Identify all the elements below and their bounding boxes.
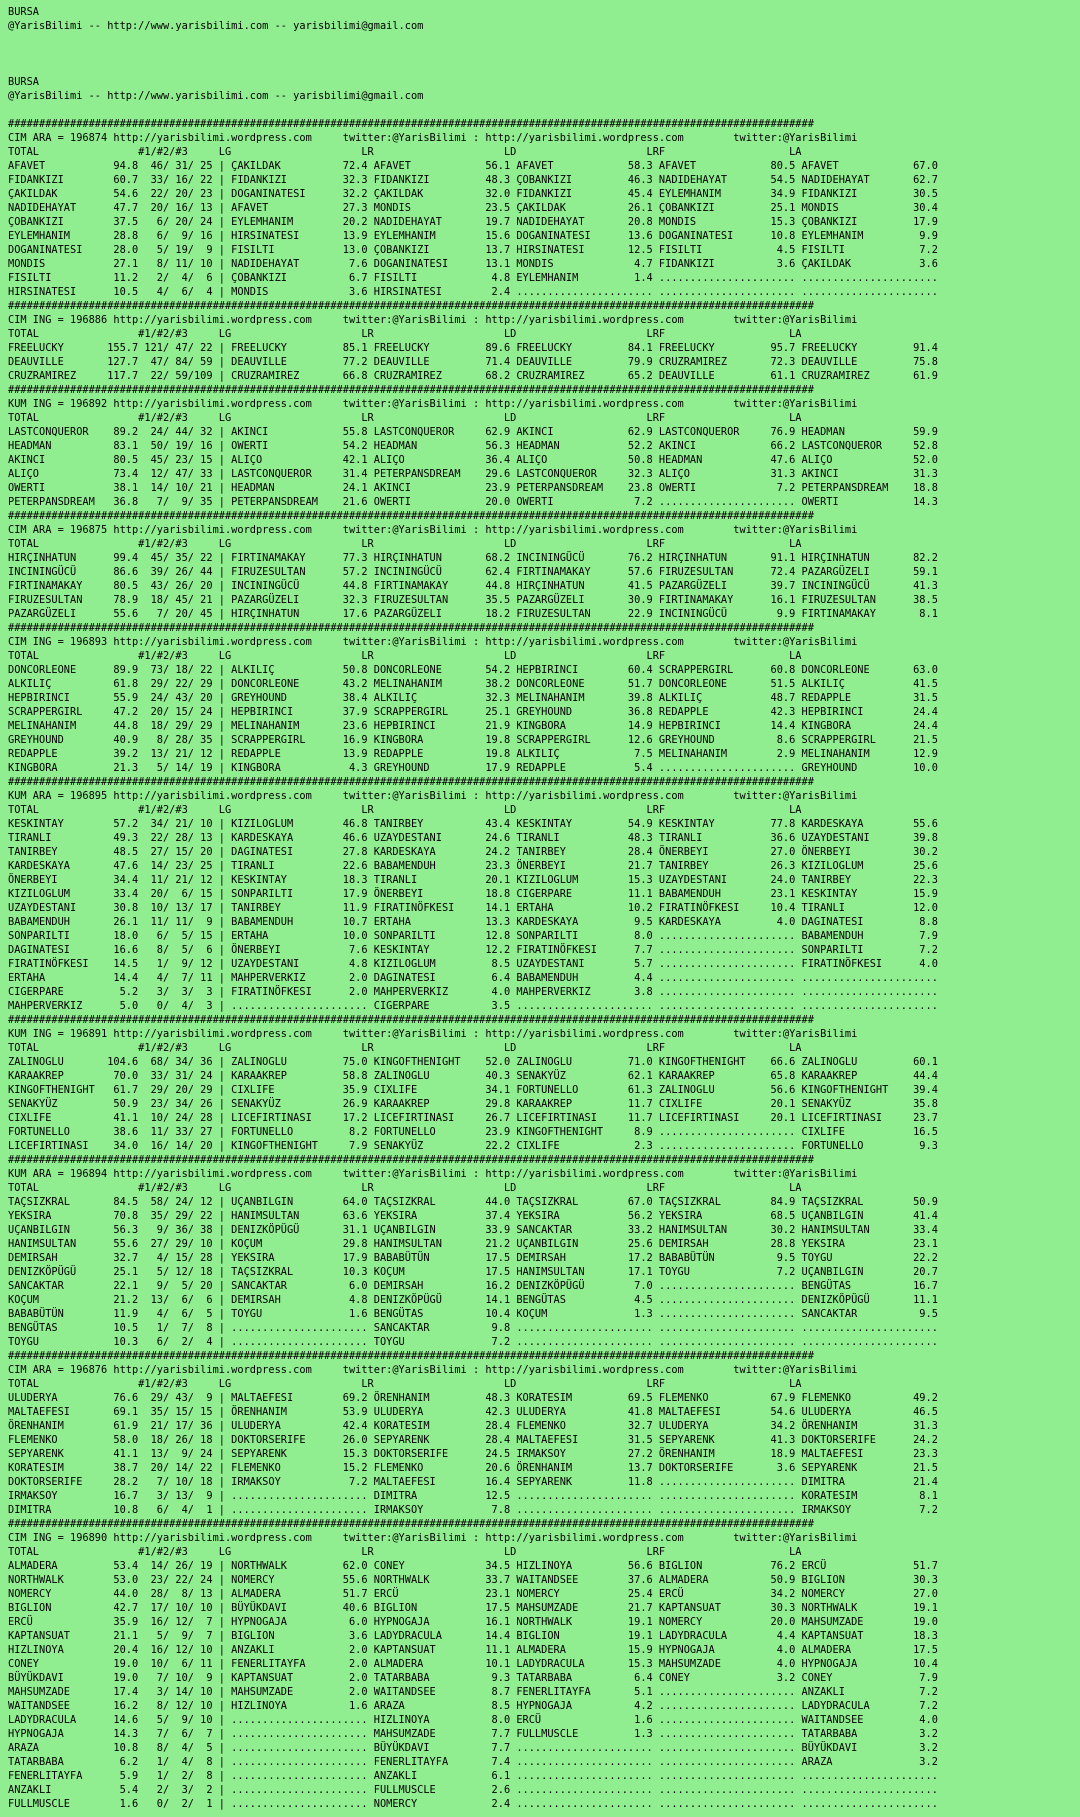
horse-row: DOGANINATESI 28.0 5/ 19/ 9 | FISILTI 13.0 ÇOBANKIZI 13.7 HIRSINATESI 12.5 FISILTI 4.5 FISILTI 7.2 [8,244,938,256]
horse-row: DEAUVILLE 127.7 47/ 84/ 59 | DEAUVILLE 77.2 DEAUVILLE 71.4 DEAUVILLE 79.9 CRUZRAMIREZ 72.3 DEAUVILLE 75.8 [8,356,938,368]
column-header-line: TOTAL #1/#2/#3 LG LR LD LRF LA [8,1378,802,1390]
horse-row: AKINCI 80.5 45/ 23/ 15 | ALIÇO 42.1 ALIÇO 36.4 ALIÇO 50.8 HEADMAN 47.6 ALIÇO 52.0 [8,454,938,466]
horse-row: FORTUNELLO 38.6 11/ 33/ 27 | FORTUNELLO 8.2 FORTUNELLO 23.9 KINGOFTHENIGHT 8.9 ...................... CIXLIFE 16.5 [8,1126,938,1138]
horse-row: NOMERCY 44.0 28/ 8/ 13 | ALMADERA 51.7 ERCÜ 23.1 NOMERCY 25.4 ERCÜ 34.2 NOMERCY 27.0 [8,1588,938,1600]
horse-row: CONEY 19.0 10/ 6/ 11 | FENERLITAYFA 2.0 ALMADERA 10.1 LADYDRACULA 15.3 MAHSUMZADE 4.0 HYPNOGAJA 10.4 [8,1658,938,1670]
horse-row: YEKSIRA 70.8 35/ 29/ 22 | HANIMSULTAN 63.6 YEKSIRA 37.4 YEKSIRA 56.2 YEKSIRA 68.5 UÇANBILGIN 41.4 [8,1210,938,1222]
horse-row: FIRTINAMAKAY 80.5 43/ 26/ 20 | INCININGÜCÜ 44.8 FIRTINAMAKAY 44.8 HIRÇINHATUN 41.5 PAZARGÜZELI 39.7 INCININGÜCÜ 41.3 [8,580,938,592]
horse-row: HYPNOGAJA 14.3 7/ 6/ 7 | ...................... MAHSUMZADE 7.7 FULLMUSCLE 1.3 ...................... TATARBABA 3.2 [8,1728,938,1740]
horse-row: UÇANBILGIN 56.3 9/ 36/ 38 | DENIZKÖPÜGÜ 31.1 UÇANBILGIN 33.9 SANCAKTAR 33.2 HANIMSULTAN 30.2 HANIMSULTAN 33.4 [8,1224,938,1236]
horse-row: ERTAHA 14.4 4/ 7/ 11 | MAHPERVERKIZ 2.0 DAGINATESI 6.4 BABAMENDUH 4.4 ...................... ...................... [8,972,938,984]
horse-row: ALMADERA 53.4 14/ 26/ 19 | NORTHWALK 62.0 CONEY 34.5 HIZLINOYA 56.6 BIGLION 76.2 ERCÜ 51.7 [8,1560,938,1572]
header-line: @YarisBilimi -- http://www.yarisbilimi.com -- yarisbilimi@gmail.com [8,90,424,102]
horse-row: TOYGU 10.3 6/ 2/ 4 | ...................... TOYGU 7.2 ...................... ...................... ...................... [8,1336,938,1348]
column-header-line: TOTAL #1/#2/#3 LG LR LD LRF LA [8,328,802,340]
horse-row: TATARBABA 6.2 1/ 4/ 8 | ...................... FENERLITAYFA 7.4 ...................... ...................... ARAZA 3.2 [8,1756,938,1768]
horse-row: FIDANKIZI 60.7 33/ 16/ 22 | FIDANKIZI 32.3 FIDANKIZI 48.3 ÇOBANKIZI 46.3 NADIDEHAYAT 54.5 NADIDEHAYAT 62.7 [8,174,938,186]
horse-row: NORTHWALK 53.0 23/ 22/ 24 | NOMERCY 55.6 NORTHWALK 33.7 WAITANDSEE 37.6 ALMADERA 50.9 BIGLION 30.3 [8,1574,938,1586]
horse-row: LASTCONQUEROR 89.2 24/ 44/ 32 | AKINCI 55.8 LASTCONQUEROR 62.9 AKINCI 62.9 LASTCONQUEROR 76.9 HEADMAN 59.9 [8,426,938,438]
section-separator: ################################################################################################################################## [8,384,814,396]
race-title-line: CIM ING = 196886 http://yarisbilimi.wordpress.com twitter:@YarisBilimi : http://yarisbilimi.wordpress.com twitter:@YarisBilimi [8,314,858,326]
horse-row: HIZLINOYA 20.4 16/ 12/ 10 | ANZAKLI 2.0 KAPTANSUAT 11.1 ALMADERA 15.9 HYPNOGAJA 4.0 ALMADERA 17.5 [8,1644,938,1656]
race-title-line: CIM ARA = 196876 http://yarisbilimi.wordpress.com twitter:@YarisBilimi : http://yarisbilimi.wordpress.com twitter:@YarisBilimi [8,1364,858,1376]
horse-row: BIGLION 42.7 17/ 10/ 10 | BÜYÜKDAVI 40.6 BIGLION 17.5 MAHSUMZADE 21.7 KAPTANSUAT 30.3 NORTHWALK 19.1 [8,1602,938,1614]
horse-row: ANZAKLI 5.4 2/ 3/ 2 | ...................... FULLMUSCLE 2.6 ...................... ...................... ...................... [8,1784,938,1796]
horse-row: LADYDRACULA 14.6 5/ 9/ 10 | ...................... HIZLINOYA 8.0 ERCÜ 1.6 ...................... WAITANDSEE 4.0 [8,1714,938,1726]
horse-row: IRMAKSOY 16.7 3/ 13/ 9 | ...................... DIMITRA 12.5 ...................... ...................... KORATESIM 8.1 [8,1490,938,1502]
blank-line [8,47,1080,61]
horse-row: KARAAKREP 70.0 33/ 31/ 24 | KARAAKREP 58.8 ZALINOGLU 40.3 SENAKYÜZ 62.1 KARAAKREP 65.8 KARAAKREP 44.4 [8,1070,938,1082]
horse-row: HIRÇINHATUN 99.4 45/ 35/ 22 | FIRTINAMAKAY 77.3 HIRÇINHATUN 68.2 INCININGÜCÜ 76.2 HIRÇINHATUN 91.1 HIRÇINHATUN 82.2 [8,552,938,564]
horse-row: SENAKYÜZ 50.9 23/ 34/ 26 | SENAKYÜZ 26.9 KARAAKREP 29.8 KARAAKREP 11.7 CIXLIFE 20.1 SENAKYÜZ 35.8 [8,1098,938,1110]
race-title-line: KUM ING = 196891 http://yarisbilimi.wordpress.com twitter:@YarisBilimi : http://yarisbilimi.wordpress.com twitter:@YarisBilimi [8,1028,858,1040]
horse-row: FISILTI 11.2 2/ 4/ 6 | ÇOBANKIZI 6.7 FISILTI 4.8 EYLEMHANIM 1.4 ...................... ...................... [8,272,938,284]
horse-row: DIMITRA 10.8 6/ 4/ 1 | ...................... IRMAKSOY 7.8 ...................... ...................... IRMAKSOY 7.2 [8,1504,938,1516]
column-header-line: TOTAL #1/#2/#3 LG LR LD LRF LA [8,1042,802,1054]
race-title-line: CIM ING = 196893 http://yarisbilimi.wordpress.com twitter:@YarisBilimi : http://yarisbilimi.wordpress.com twitter:@YarisBilimi [8,636,858,648]
results-document [8,5,1080,1811]
horse-row: ÇOBANKIZI 37.5 6/ 20/ 24 | EYLEMHANIM 20.2 NADIDEHAYAT 19.7 NADIDEHAYAT 20.8 MONDIS 15.3 ÇOBANKIZI 17.9 [8,216,938,228]
horse-row: DONCORLEONE 89.9 73/ 18/ 22 | ALKILIÇ 50.8 DONCORLEONE 54.2 HEPBIRINCI 60.4 SCRAPPERGIRL 60.8 DONCORLEONE 63.0 [8,664,938,676]
horse-row: FIRATINÖFKESI 14.5 1/ 9/ 12 | UZAYDESTANI 4.8 KIZILOGLUM 8.5 UZAYDESTANI 5.7 ...................... FIRATINÖFKESI 4.0 [8,958,938,970]
horse-row: PETERPANSDREAM 36.8 7/ 9/ 35 | PETERPANSDREAM 21.6 OWERTI 20.0 OWERTI 7.2 ...................... OWERTI 14.3 [8,496,938,508]
horse-row: HIRSINATESI 10.5 4/ 6/ 4 | MONDIS 3.6 HIRSINATESI 2.4 ...................... ...................... ...................... [8,286,938,298]
horse-row: FIRUZESULTAN 78.9 18/ 45/ 21 | PAZARGÜZELI 32.3 FIRUZESULTAN 35.5 PAZARGÜZELI 30.9 FIRTINAMAKAY 16.1 FIRUZESULTAN 38.5 [8,594,938,606]
horse-row: PAZARGÜZELI 55.6 7/ 20/ 45 | HIRÇINHATUN 17.6 PAZARGÜZELI 18.2 FIRUZESULTAN 22.9 INCININGÜCÜ 9.9 FIRTINAMAKAY 8.1 [8,608,938,620]
horse-row: MAHSUMZADE 17.4 3/ 14/ 10 | MAHSUMZADE 2.0 WAITANDSEE 8.7 FENERLITAYFA 5.1 ...................... ANZAKLI 7.2 [8,1686,938,1698]
section-separator: ################################################################################################################################## [8,300,814,312]
horse-row: SONPARILTI 18.0 6/ 5/ 15 | ERTAHA 10.0 SONPARILTI 12.8 SONPARILTI 8.0 ...................... BABAMENDUH 7.9 [8,930,938,942]
horse-row: FULLMUSCLE 1.6 0/ 2/ 1 | ...................... NOMERCY 2.4 ...................... ...................... ...................... [8,1798,938,1810]
horse-row: DENIZKÖPÜGÜ 25.1 5/ 12/ 18 | TAÇSIZKRAL 10.3 KOÇUM 17.5 HANIMSULTAN 17.1 TOYGU 7.2 UÇANBILGIN 20.7 [8,1266,938,1278]
horse-row: FENERLITAYFA 5.9 1/ 2/ 8 | ...................... ANZAKLI 6.1 ...................... ...................... ...................... [8,1770,938,1782]
column-header-line: TOTAL #1/#2/#3 LG LR LD LRF LA [8,146,802,158]
header-line: @YarisBilimi -- http://www.yarisbilimi.com -- yarisbilimi@gmail.com [8,20,424,32]
horse-row: TAÇSIZKRAL 84.5 58/ 24/ 12 | UÇANBILGIN 64.0 TAÇSIZKRAL 44.0 TAÇSIZKRAL 67.0 TAÇSIZKRAL 84.9 TAÇSIZKRAL 50.9 [8,1196,938,1208]
horse-row: KESKINTAY 57.2 34/ 21/ 10 | KIZILOGLUM 46.8 TANIRBEY 43.4 KESKINTAY 54.9 KESKINTAY 77.8 KARDESKAYA 55.6 [8,818,938,830]
horse-row: WAITANDSEE 16.2 8/ 12/ 10 | HIZLINOYA 1.6 ARAZA 8.5 HYPNOGAJA 4.2 ...................... LADYDRACULA 7.2 [8,1700,938,1712]
horse-row: ERCÜ 35.9 16/ 12/ 7 | HYPNOGAJA 6.0 HYPNOGAJA 16.1 NORTHWALK 19.1 NOMERCY 20.0 MAHSUMZADE 19.0 [8,1616,938,1628]
horse-row: ALKILIÇ 61.8 29/ 22/ 29 | DONCORLEONE 43.2 MELINAHANIM 38.2 DONCORLEONE 51.7 DONCORLEONE 51.5 ALKILIÇ 41.5 [8,678,938,690]
horse-row: DEMIRSAH 32.7 4/ 15/ 28 | YEKSIRA 17.9 BABABÜTÜN 17.5 DEMIRSAH 17.2 BABABÜTÜN 9.5 TOYGU 22.2 [8,1252,938,1264]
horse-row: ALIÇO 73.4 12/ 47/ 33 | LASTCONQUEROR 31.4 PETERPANSDREAM 29.6 LASTCONQUEROR 32.3 ALIÇO 31.3 AKINCI 31.3 [8,468,938,480]
horse-row: FLEMENKO 58.0 18/ 26/ 18 | DOKTORSERIFE 26.0 SEPYARENK 28.4 MALTAEFESI 31.5 SEPYARENK 41.3 DOKTORSERIFE 24.2 [8,1434,938,1446]
horse-row: MALTAEFESI 69.1 35/ 15/ 15 | ÖRENHANIM 53.9 ULUDERYA 42.3 ULUDERYA 41.8 MALTAEFESI 54.6 ULUDERYA 46.5 [8,1406,938,1418]
blank-line [8,103,1080,117]
horse-row: DOKTORSERIFE 28.2 7/ 10/ 18 | IRMAKSOY 7.2 MALTAEFESI 16.4 SEPYARENK 11.8 ...................... DIMITRA 21.4 [8,1476,938,1488]
section-separator: ################################################################################################################################## [8,622,814,634]
horse-row: NADIDEHAYAT 47.7 20/ 16/ 13 | AFAVET 27.3 MONDIS 23.5 ÇAKILDAK 26.1 ÇOBANKIZI 25.1 MONDIS 30.4 [8,202,938,214]
column-header-line: TOTAL #1/#2/#3 LG LR LD LRF LA [8,1182,802,1194]
horse-row: BENGÜTAS 10.5 1/ 7/ 8 | ...................... SANCAKTAR 9.8 ...................... ...................... ...................... [8,1322,938,1334]
horse-row: OWERTI 38.1 14/ 10/ 21 | HEADMAN 24.1 AKINCI 23.9 PETERPANSDREAM 23.8 OWERTI 7.2 PETERPANSDREAM 18.8 [8,482,938,494]
column-header-line: TOTAL #1/#2/#3 LG LR LD LRF LA [8,538,802,550]
header-line: BURSA [8,6,39,18]
horse-row: CIGERPARE 5.2 3/ 3/ 3 | FIRATINÖFKESI 2.0 MAHPERVERKIZ 4.0 MAHPERVERKIZ 3.8 ...................... ...................... [8,986,938,998]
header-line: BURSA [8,76,39,88]
horse-row: REDAPPLE 39.2 13/ 21/ 12 | REDAPPLE 13.9 REDAPPLE 19.8 ALKILIÇ 7.5 MELINAHANIM 2.9 MELINAHANIM 12.9 [8,748,938,760]
section-separator: ################################################################################################################################## [8,118,814,130]
horse-row: AFAVET 94.8 46/ 31/ 25 | ÇAKILDAK 72.4 AFAVET 56.1 AFAVET 58.3 AFAVET 80.5 AFAVET 67.0 [8,160,938,172]
section-separator: ################################################################################################################################## [8,1518,814,1530]
race-title-line: CIM ING = 196890 http://yarisbilimi.wordpress.com twitter:@YarisBilimi : http://yarisbilimi.wordpress.com twitter:@YarisBilimi [8,1532,858,1544]
horse-row: KOÇUM 21.2 13/ 6/ 6 | DEMIRSAH 4.8 DENIZKÖPÜGÜ 14.1 BENGÜTAS 4.5 ...................... DENIZKÖPÜGÜ 11.1 [8,1294,938,1306]
horse-row: SEPYARENK 41.1 13/ 9/ 24 | SEPYARENK 15.3 DOKTORSERIFE 24.5 IRMAKSOY 27.2 ÖRENHANIM 18.9 MALTAEFESI 23.3 [8,1448,938,1460]
horse-row: BABAMENDUH 26.1 11/ 11/ 9 | BABAMENDUH 10.7 ERTAHA 13.3 KARDESKAYA 9.5 KARDESKAYA 4.0 DAGINATESI 8.8 [8,916,938,928]
horse-row: GREYHOUND 40.9 8/ 28/ 35 | SCRAPPERGIRL 16.9 KINGBORA 19.8 SCRAPPERGIRL 12.6 GREYHOUND 8.6 SCRAPPERGIRL 21.5 [8,734,938,746]
horse-row: SCRAPPERGIRL 47.2 20/ 15/ 24 | HEPBIRINCI 37.9 SCRAPPERGIRL 25.1 GREYHOUND 36.8 REDAPPLE 42.3 HEPBIRINCI 24.4 [8,706,938,718]
horse-row: DAGINATESI 16.6 8/ 5/ 6 | ÖNERBEYI 7.6 KESKINTAY 12.2 FIRATINÖFKESI 7.7 ...................... SONPARILTI 7.2 [8,944,938,956]
race-title-line: KUM ARA = 196895 http://yarisbilimi.wordpress.com twitter:@YarisBilimi : http://yarisbilimi.wordpress.com twitter:@YarisBilimi [8,790,858,802]
horse-row: ULUDERYA 76.6 29/ 43/ 9 | MALTAEFESI 69.2 ÖRENHANIM 48.3 KORATESIM 69.5 FLEMENKO 67.9 FLEMENKO 49.2 [8,1392,938,1404]
horse-row: TANIRBEY 48.5 27/ 15/ 20 | DAGINATESI 27.8 KARDESKAYA 24.2 TANIRBEY 28.4 ÖNERBEYI 27.0 ÖNERBEYI 30.2 [8,846,938,858]
horse-row: ARAZA 10.8 8/ 4/ 5 | ...................... BÜYÜKDAVI 7.7 ...................... ...................... BÜYÜKDAVI 3.2 [8,1742,938,1754]
horse-row: HANIMSULTAN 55.6 27/ 29/ 10 | KOÇUM 29.8 HANIMSULTAN 21.2 UÇANBILGIN 25.6 DEMIRSAH 28.8 YEKSIRA 23.1 [8,1238,938,1250]
horse-row: MAHPERVERKIZ 5.0 0/ 4/ 3 | ...................... CIGERPARE 3.5 ...................... ...................... ...................... [8,1000,938,1012]
section-separator: ################################################################################################################################## [8,776,814,788]
horse-row: CIXLIFE 41.1 10/ 24/ 28 | LICEFIRTINASI 17.2 LICEFIRTINASI 26.7 LICEFIRTINASI 11.7 LICEFIRTINASI 20.1 LICEFIRTINASI 23.7 [8,1112,938,1124]
column-header-line: TOTAL #1/#2/#3 LG LR LD LRF LA [8,804,802,816]
horse-row: EYLEMHANIM 28.8 6/ 9/ 16 | HIRSINATESI 13.9 EYLEMHANIM 15.6 DOGANINATESI 13.6 DOGANINATESI 10.8 EYLEMHANIM 9.9 [8,230,938,242]
horse-row: HEPBIRINCI 55.9 24/ 43/ 20 | GREYHOUND 38.4 ALKILIÇ 32.3 MELINAHANIM 39.8 ALKILIÇ 48.7 REDAPPLE 31.5 [8,692,938,704]
race-title-line: CIM ARA = 196875 http://yarisbilimi.wordpress.com twitter:@YarisBilimi : http://yarisbilimi.wordpress.com twitter:@YarisBilimi [8,524,858,536]
horse-row: CRUZRAMIREZ 117.7 22/ 59/109 | CRUZRAMIREZ 66.8 CRUZRAMIREZ 68.2 CRUZRAMIREZ 65.2 DEAUVILLE 61.1 CRUZRAMIREZ 61.9 [8,370,938,382]
section-separator: ################################################################################################################################## [8,1350,814,1362]
race-title-line: KUM ARA = 196894 http://yarisbilimi.wordpress.com twitter:@YarisBilimi : http://yarisbilimi.wordpress.com twitter:@YarisBilimi [8,1168,858,1180]
horse-row: MELINAHANIM 44.8 18/ 29/ 29 | MELINAHANIM 23.6 HEPBIRINCI 21.9 KINGBORA 14.9 HEPBIRINCI 14.4 KINGBORA 24.4 [8,720,938,732]
horse-row: ÖRENHANIM 61.9 21/ 17/ 36 | ULUDERYA 42.4 KORATESIM 28.4 FLEMENKO 32.7 ULUDERYA 34.2 ÖRENHANIM 31.3 [8,1420,938,1432]
section-separator: ################################################################################################################################## [8,510,814,522]
horse-row: KORATESIM 38.7 20/ 14/ 22 | FLEMENKO 15.2 FLEMENKO 20.6 ÖRENHANIM 13.7 DOKTORSERIFE 3.6 SEPYARENK 21.5 [8,1462,938,1474]
horse-row: ÖNERBEYI 34.4 11/ 21/ 12 | KESKINTAY 18.3 TIRANLI 20.1 KIZILOGLUM 15.3 UZAYDESTANI 24.0 TANIRBEY 22.3 [8,874,938,886]
horse-row: BÜYÜKDAVI 19.0 7/ 10/ 9 | KAPTANSUAT 2.0 TATARBABA 9.3 TATARBABA 6.4 CONEY 3.2 CONEY 7.9 [8,1672,938,1684]
blank-line [8,61,1080,75]
horse-row: KARDESKAYA 47.6 14/ 23/ 25 | TIRANLI 22.6 BABAMENDUH 23.3 ÖNERBEYI 21.7 TANIRBEY 26.3 KIZILOGLUM 25.6 [8,860,938,872]
horse-row: ÇAKILDAK 54.6 22/ 20/ 23 | DOGANINATESI 32.2 ÇAKILDAK 32.0 FIDANKIZI 45.4 EYLEMHANIM 34.9 FIDANKIZI 30.5 [8,188,938,200]
horse-row: KAPTANSUAT 21.1 5/ 9/ 7 | BIGLION 3.6 LADYDRACULA 14.4 BIGLION 19.1 LADYDRACULA 4.4 KAPTANSUAT 18.3 [8,1630,938,1642]
horse-row: INCININGÜCÜ 86.6 39/ 26/ 44 | FIRUZESULTAN 57.2 INCININGÜCÜ 62.4 FIRTINAMAKAY 57.6 FIRUZESULTAN 72.4 PAZARGÜZELI 59.1 [8,566,938,578]
horse-row: BABABÜTÜN 11.9 4/ 6/ 5 | TOYGU 1.6 BENGÜTAS 10.4 KOÇUM 1.3 ...................... SANCAKTAR 9.5 [8,1308,938,1320]
horse-row: KIZILOGLUM 33.4 20/ 6/ 15 | SONPARILTI 17.9 ÖNERBEYI 18.8 CIGERPARE 11.1 BABAMENDUH 23.1 KESKINTAY 15.9 [8,888,938,900]
horse-row: UZAYDESTANI 30.8 10/ 13/ 17 | TANIRBEY 11.9 FIRATINÖFKESI 14.1 ERTAHA 10.2 FIRATINÖFKESI 10.4 TIRANLI 12.0 [8,902,938,914]
horse-row: FREELUCKY 155.7 121/ 47/ 22 | FREELUCKY 85.1 FREELUCKY 89.6 FREELUCKY 84.1 FREELUCKY 95.7 FREELUCKY 91.4 [8,342,938,354]
race-title-line: CIM ARA = 196874 http://yarisbilimi.wordpress.com twitter:@YarisBilimi : http://yarisbilimi.wordpress.com twitter:@YarisBilimi [8,132,858,144]
section-separator: ################################################################################################################################## [8,1154,814,1166]
horse-row: TIRANLI 49.3 22/ 28/ 13 | KARDESKAYA 46.6 UZAYDESTANI 24.6 TIRANLI 48.3 TIRANLI 36.6 UZAYDESTANI 39.8 [8,832,938,844]
horse-row: MONDIS 27.1 8/ 11/ 10 | NADIDEHAYAT 7.6 DOGANINATESI 13.1 MONDIS 4.7 FIDANKIZI 3.6 ÇAKILDAK 3.6 [8,258,938,270]
column-header-line: TOTAL #1/#2/#3 LG LR LD LRF LA [8,650,802,662]
horse-row: KINGOFTHENIGHT 61.7 29/ 20/ 29 | CIXLIFE 35.9 CIXLIFE 34.1 FORTUNELLO 61.3 ZALINOGLU 56.6 KINGOFTHENIGHT 39.4 [8,1084,938,1096]
section-separator: ################################################################################################################################## [8,1014,814,1026]
race-title-line: KUM ING = 196892 http://yarisbilimi.wordpress.com twitter:@YarisBilimi : http://yarisbilimi.wordpress.com twitter:@YarisBilimi [8,398,858,410]
column-header-line: TOTAL #1/#2/#3 LG LR LD LRF LA [8,412,802,424]
horse-row: ZALINOGLU 104.6 68/ 34/ 36 | ZALINOGLU 75.0 KINGOFTHENIGHT 52.0 ZALINOGLU 71.0 KINGOFTHENIGHT 66.6 ZALINOGLU 60.1 [8,1056,938,1068]
horse-row: LICEFIRTINASI 34.0 16/ 14/ 20 | KINGOFTHENIGHT 7.9 SENAKYÜZ 22.2 CIXLIFE 2.3 ...................... FORTUNELLO 9.3 [8,1140,938,1152]
column-header-line: TOTAL #1/#2/#3 LG LR LD LRF LA [8,1546,802,1558]
blank-line [8,33,1080,47]
horse-row: HEADMAN 83.1 50/ 19/ 16 | OWERTI 54.2 HEADMAN 56.3 HEADMAN 52.2 AKINCI 66.2 LASTCONQUEROR 52.8 [8,440,938,452]
horse-row: KINGBORA 21.3 5/ 14/ 19 | KINGBORA 4.3 GREYHOUND 17.9 REDAPPLE 5.4 ...................... GREYHOUND 10.0 [8,762,938,774]
horse-row: SANCAKTAR 22.1 9/ 5/ 20 | SANCAKTAR 6.0 DEMIRSAH 16.2 DENIZKÖPÜGÜ 7.0 ...................... BENGÜTAS 16.7 [8,1280,938,1292]
